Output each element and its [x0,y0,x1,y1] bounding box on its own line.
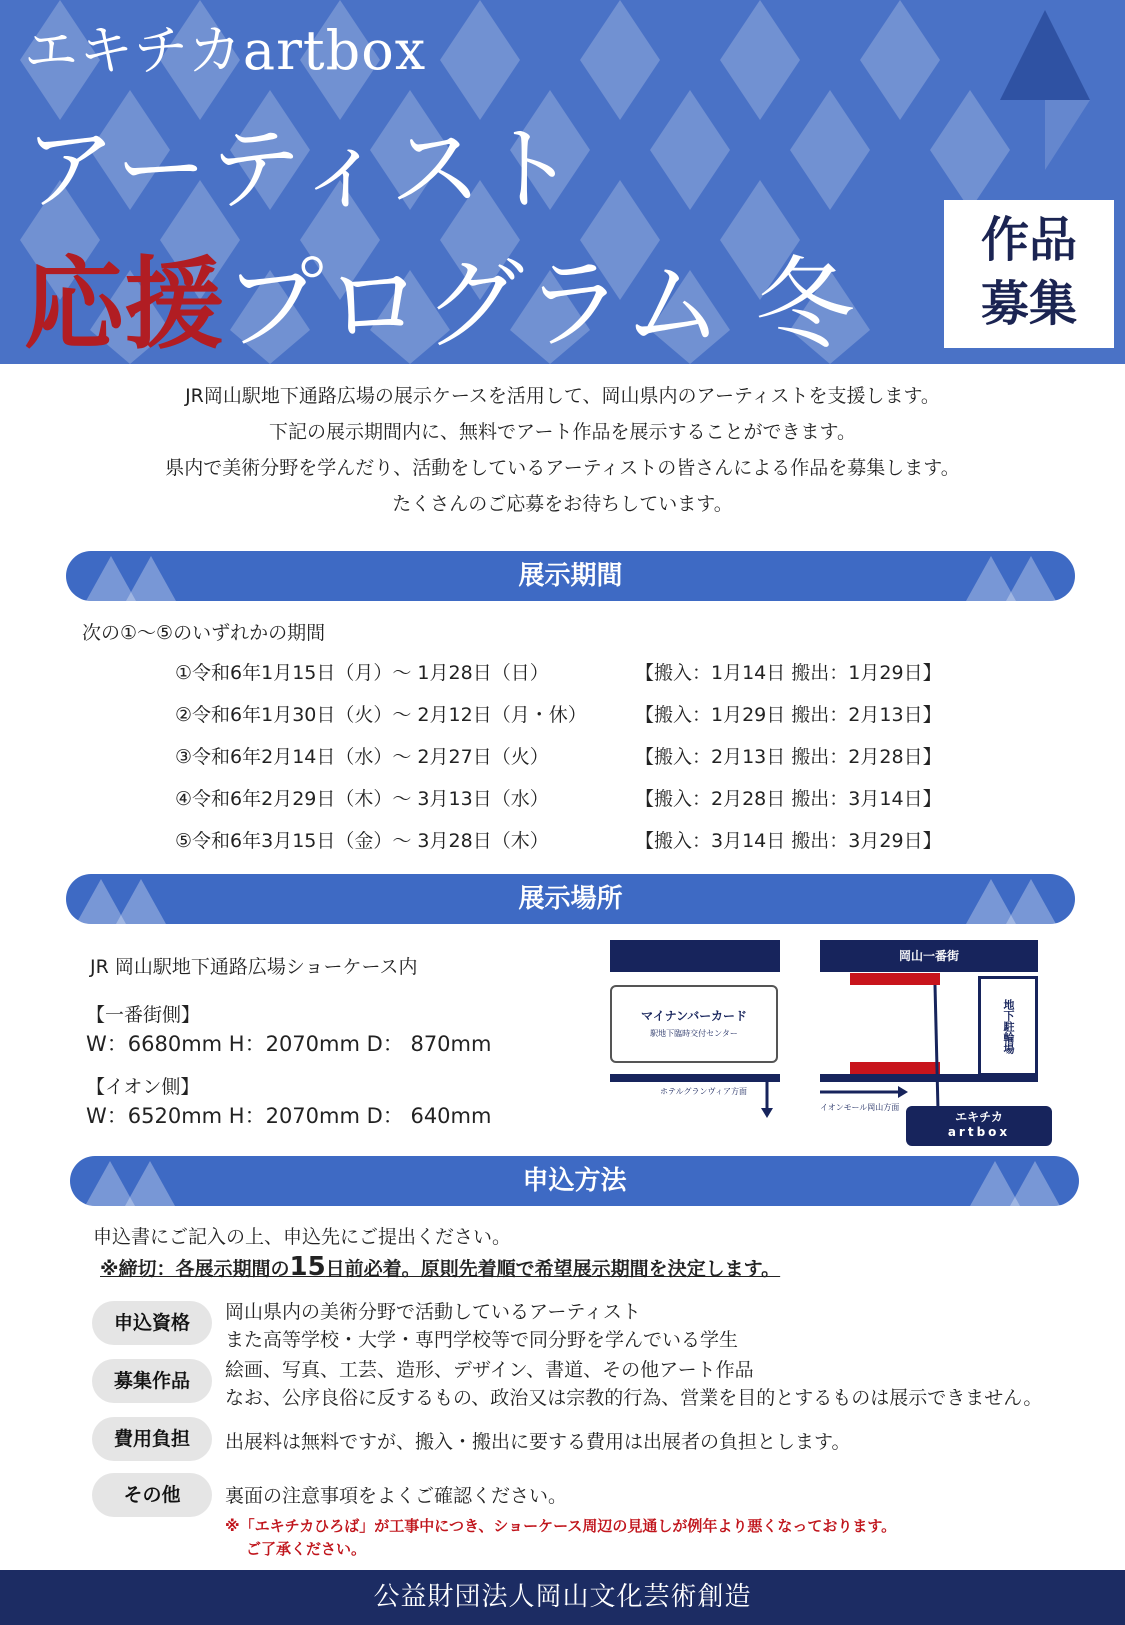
period-row [175,784,995,826]
construction-note-2: ご了承ください。 [246,1540,367,1558]
apply-heading: 申込方法 [522,1166,627,1196]
period-row [175,742,995,784]
side1-size: W：6680mm H：2070mm D： 870mm [86,1032,492,1056]
cost-text: 出展料は無料ですが、搬入・搬出に要する費用は出展者の負担とします。 [225,1431,851,1453]
map-mynumber-title: マイナンバーカード [640,1009,748,1023]
place-heading: 展示場所 [518,884,623,914]
intro-text [0,378,1125,522]
deadline-num: 15 [289,1252,326,1282]
side2-size: W：6520mm H：2070mm D： 640mm [86,1104,492,1128]
period-dates: ⑤令和6年3月15日（金）～ 3月28日（木） [175,830,549,852]
map-aeon-label: イオンモール岡山方面 [820,1103,900,1112]
period-dates: ①令和6年1月15日（月）～ 1月28日（日） [175,662,549,684]
period-list [175,658,995,868]
label-works: 募集作品 [92,1359,212,1403]
intro-line: たくさんのご応募をお待ちしています。 [392,493,733,515]
apply-lead: 申込書にご記入の上、申込先にご提出ください。 [93,1226,512,1248]
deadline-pre: ※締切：各展示期間の [100,1258,290,1280]
eligibility-line: また高等学校・大学・専門学校等で同分野を学んでいる学生 [225,1329,739,1351]
label-eligibility: 申込資格 [92,1301,212,1345]
works-line: 絵画、写真、工芸、造形、デザイン、書道、その他アート作品 [225,1359,754,1381]
period-dates: ②令和6年1月30日（火）～ 2月12日（月・休） [175,704,587,726]
header-title-red: 応援 [24,245,224,363]
eligibility-line: 岡山県内の美術分野で活動しているアーティスト [225,1301,641,1323]
header-banner [0,0,1125,364]
label-other: その他 [92,1473,212,1517]
eligibility-text [225,1298,738,1354]
intro-line: 県内で美術分野を学んだり、活動をしているアーティストの皆さんによる作品を募集します。 [165,457,960,479]
apply-section-bar [70,1156,1079,1206]
map-artbox-line1: エキチカ [955,1110,1003,1124]
map-mynumber-sub: 駅地下臨時交付センター [650,1029,738,1038]
call-for-works-badge [944,200,1114,348]
intro-line: 下記の展示期間内に、無料でアート作品を展示することができます。 [269,421,856,443]
header-subtitle: エキチカartbox [24,19,427,82]
period-row [175,700,995,742]
side2-label: 【イオン側】 [86,1076,200,1098]
period-bring: 【搬入：2月28日 搬出：3月14日】 [635,788,942,810]
header-title-line2 [24,224,855,364]
apply-deadline [100,1252,780,1282]
location-map [610,940,1055,1150]
footer-organization: 公益財団法人岡山文化芸術創造 [0,1570,1125,1625]
period-dates: ④令和6年2月29日（木）～ 3月13日（水） [175,788,549,810]
period-row [175,826,995,868]
map-hotel-label: ホテルグランヴィア方面 [660,1087,747,1096]
header-title-rest: プログラム 冬 [224,246,855,363]
period-bring: 【搬入：2月13日 搬出：2月28日】 [635,746,942,768]
map-artbox [906,1106,1052,1146]
period-bring: 【搬入：1月29日 搬出：2月13日】 [635,704,942,726]
other-text: 裏面の注意事項をよくご確認ください。 [225,1485,568,1507]
construction-note: ※「エキチカひろば」が工事中につき、ショーケース周辺の見通しが例年より悪くなっております。 [225,1517,897,1535]
map-artbox-line2: artbox [947,1125,1011,1139]
header-title-line1: アーティスト [24,116,578,223]
label-cost: 費用負担 [92,1417,212,1461]
works-line: なお、公序良俗に反するもの、政治又は宗教的行為、営業を目的とするものは展示できません。 [225,1387,1043,1409]
period-section-bar [66,551,1075,601]
deadline-post: 日前必着。原則先着順で希望展示期間を決定します。 [325,1258,781,1280]
place-location: JR 岡山駅地下通路広場ショーケース内 [90,956,418,978]
side1-label: 【一番街側】 [86,1004,201,1026]
badge-line1: 作品 [980,212,1077,268]
works-text [225,1356,1042,1412]
period-dates: ③令和6年2月14日（水）～ 2月27日（火） [175,746,549,768]
period-bring: 【搬入：1月14日 搬出：1月29日】 [635,662,942,684]
badge-line2: 募集 [980,276,1077,332]
place-section-bar [66,874,1075,924]
period-heading: 展示期間 [518,561,623,591]
period-row [175,658,995,700]
map-parking: 地下駐輪場 [978,976,1038,1076]
period-lead: 次の①～⑤のいずれかの期間 [82,622,326,644]
intro-line: JR岡山駅地下通路広場の展示ケースを活用して、岡山県内のアーティストを支援します。 [185,385,940,407]
period-bring: 【搬入：3月14日 搬出：3月29日】 [635,830,942,852]
map-ichibangai: 岡山一番街 [820,940,1038,972]
